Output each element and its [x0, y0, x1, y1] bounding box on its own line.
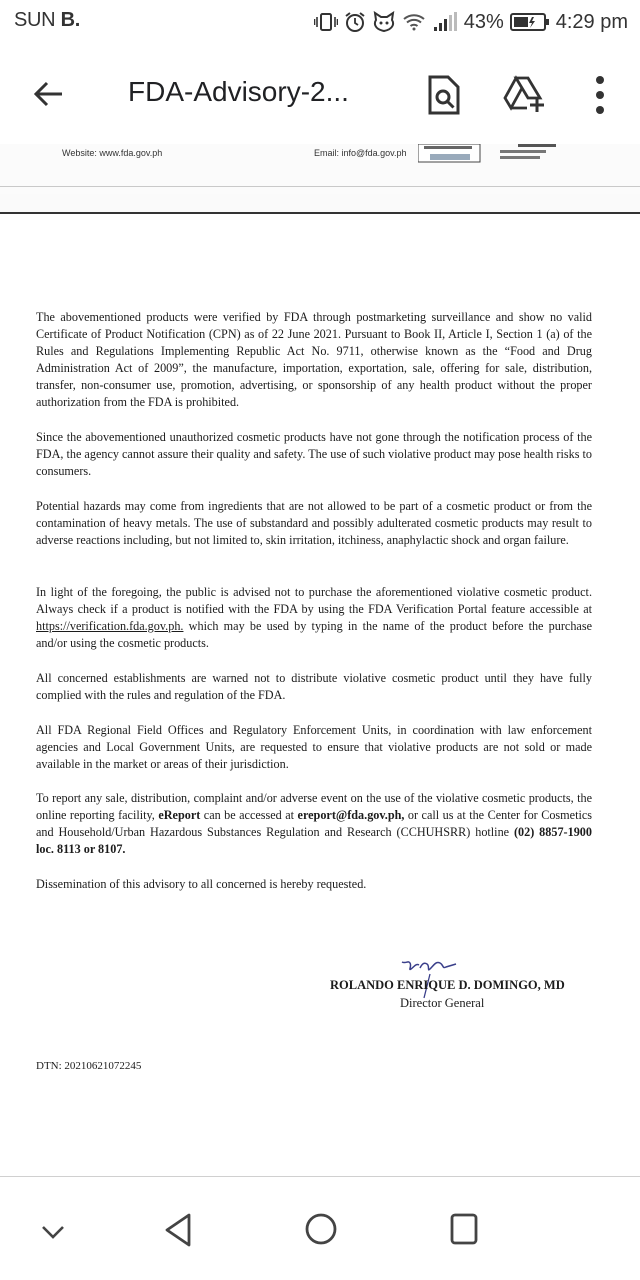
signature-block [330, 954, 610, 1014]
paragraph-1: The abovementioned products were verified by FDA through postmarketing surveillance and show no valid Certificate of Product Notification (CPN) as of 22 June 2021. Pursuant to Book II, Article I, Section 1 (a) of the Rules and Regulations Implementing Republic Act No. 9711, otherwise known as the “Food and Drug Administration Act of 2009”, the manufacture, importation, exportation, sale, offering for sale, distribution, transfer, non-consumer use, promotion, advertising, or sponsorship of any health product without the proper authorization from the FDA is prohibited. [36, 310, 592, 409]
ereport-email: ereport@fda.gov.ph, [297, 808, 405, 822]
recents-square-icon[interactable] [449, 1212, 479, 1246]
carrier-prefix: SUN [14, 9, 56, 31]
email-text: Email: info@fda.gov.ph [314, 148, 407, 158]
paragraph-6: All FDA Regional Field Offices and Regulatory Enforcement Units, in coordination with law enforcement agencies and Local Government Units, are requested to ensure that violative products are not sold or made available in the market or areas of their jurisdiction. [36, 723, 592, 771]
alarm-icon [344, 11, 366, 33]
battery-percent: 43% [463, 10, 504, 33]
document-page [0, 214, 640, 1180]
app-bar [0, 44, 640, 144]
verification-portal-link[interactable]: https://verification.fda.gov.ph. [36, 619, 184, 633]
paragraph-7-text-a: To report any sale, distribution, complaint and/or adverse event on the use of the violative cosmetic products, the online reporting facility, [36, 791, 592, 822]
website-text: Website: www.fda.gov.ph [62, 148, 163, 158]
carrier-suffix: B. [60, 9, 80, 31]
paragraph-3: Potential hazards may come from ingredients that are not allowed to be part of a cosmetic product or from the contamination of heavy metals. The use of substandard and possibly adulterated cosmetic products may result to adverse reactions including, but not limited to, skin irritation, itchiness, anaphylactic shock and organ failure. [36, 499, 592, 547]
document-viewer[interactable] [0, 144, 640, 1180]
paragraph-7 [36, 790, 592, 858]
divider [0, 186, 640, 187]
document-title: FDA-Advisory-2... [128, 76, 349, 107]
carrier-label [14, 9, 80, 32]
more-vert-icon[interactable] [590, 74, 610, 116]
certification-logos-icon [418, 144, 568, 172]
home-circle-icon[interactable] [304, 1212, 338, 1246]
clock: 4:29 pm [555, 10, 628, 33]
paragraph-4-text-b: which may be used by typing in the name of the product before the purchase and/or using the cosmetic products. [36, 619, 592, 650]
paragraph-5: All concerned establishments are warned not to distribute violative cosmetic product until they have fully complied with the rules and regulation of the FDA. [36, 671, 592, 702]
preview-icon[interactable] [427, 75, 461, 115]
page-bottom-border [0, 1176, 640, 1177]
status-bar [0, 0, 640, 44]
chevron-down-icon[interactable] [40, 1224, 66, 1240]
cat-icon [372, 11, 396, 33]
document-tracking-number: DTN: 20210621072245 [36, 1060, 142, 1072]
signatory-name: ROLANDO ENRIQUE D. DOMINGO, MD [330, 978, 565, 992]
paragraph-4-text-a: In light of the foregoing, the public is advised not to purchase the aforementioned violative cosmetic product. Always check if a product is notified with the FDA by using the FDA Verification Portal feature accessible at [36, 585, 592, 616]
paragraph-7-text-c: or call us at the Center for Cosmetics and Household/Urban Hazardous Substances Regulation and Research (CCHUHSRR) hotline [36, 808, 592, 839]
paragraph-2: Since the abovementioned unauthorized cosmetic products have not gone through the notification process of the FDA, the agency cannot assure their quality and safety. The use of such violative product may pose health risks to consumers. [36, 430, 592, 478]
ereport-label: eReport [158, 808, 201, 822]
wifi-icon [402, 12, 426, 32]
status-icons [314, 8, 628, 36]
vibrate-icon [314, 12, 338, 32]
back-triangle-icon[interactable] [163, 1212, 193, 1248]
signatory-title: Director General [400, 996, 485, 1010]
add-to-drive-icon[interactable] [503, 74, 547, 114]
paragraph-8: Dissemination of this advisory to all concerned is hereby requested. [36, 877, 367, 891]
battery-icon [510, 12, 550, 32]
hotline-number: (02) 8857-1900 loc. 8113 or 8107. [36, 825, 592, 856]
document-letterhead-footer [0, 144, 640, 194]
signal-icon [432, 12, 458, 32]
paragraph-4 [36, 584, 592, 652]
back-arrow-icon[interactable] [28, 74, 68, 114]
paragraph-7-text-b: can be accessed at [200, 808, 298, 822]
system-nav-bar [0, 1180, 640, 1280]
